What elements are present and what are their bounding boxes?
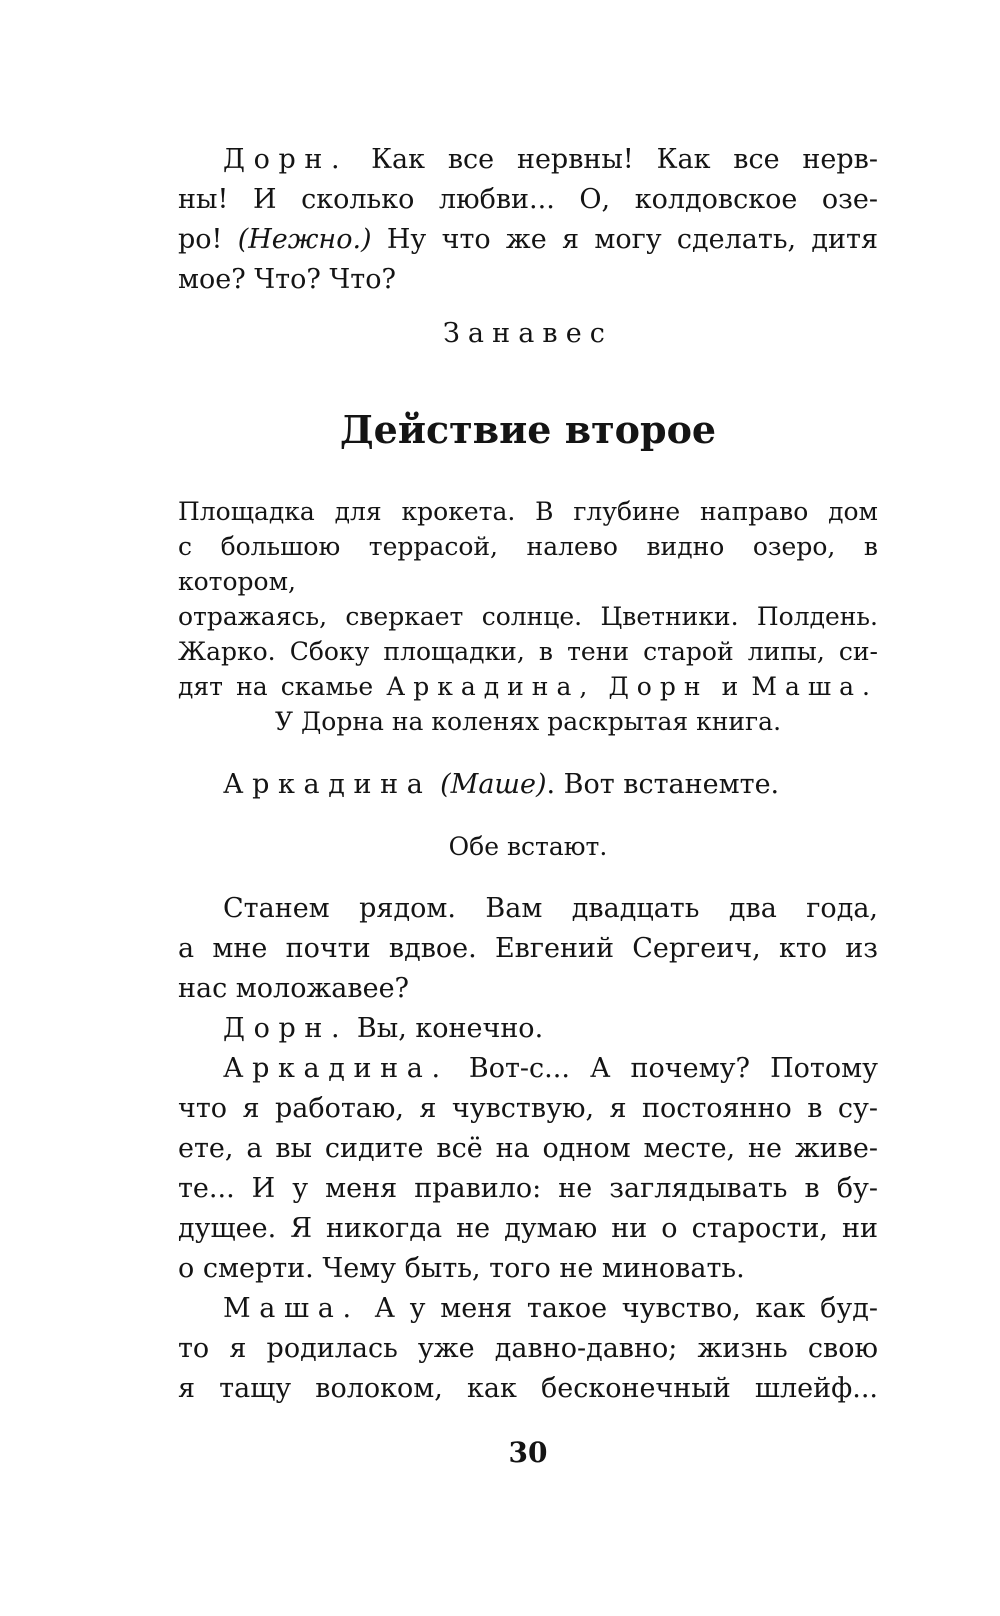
speech-line (178, 1049, 878, 1089)
stage-text: Жарко. Сбоку площадки, в тени старой липы, си- (178, 637, 878, 666)
speech-text: . Вот встанемте. (546, 769, 780, 800)
speaker-name: Маша. (223, 1293, 360, 1324)
speech-line (178, 1369, 878, 1409)
stage-line (178, 634, 878, 669)
stage-text: отражаясь, сверкает солнце. Цветники. Полдень. (178, 602, 878, 631)
stage-line (178, 599, 878, 634)
speech-line (178, 1209, 878, 1249)
speech-text: А у меня такое чувство, как буд- (359, 1293, 878, 1324)
stage-note-text: Обе встают. (448, 832, 608, 861)
stage-text: и (708, 672, 752, 701)
speech-text: ны! И сколько любви... О, колдовское озе- (178, 184, 878, 215)
speech-line (178, 889, 878, 929)
curtain-label (178, 314, 878, 354)
act-heading (178, 404, 878, 456)
speech-text: те... И у меня правило: не заглядывать в бу- (178, 1173, 878, 1204)
stage-line (178, 494, 878, 529)
speech-line (178, 180, 878, 220)
stage-directions (178, 494, 878, 739)
stage-line (178, 704, 878, 739)
speech-text: дущее. Я никогда не думаю ни о старости, ни (178, 1213, 878, 1244)
speech-line (178, 220, 878, 260)
speech-text: я тащу волоком, как бесконечный шлейф... (178, 1373, 878, 1404)
speech-text: Вы, конечно. (348, 1013, 544, 1044)
character-name: Маша. (751, 672, 878, 701)
speech-text: Вот-с... А почему? Потому (448, 1053, 878, 1084)
speech-text: ете, а вы сидите всё на одном месте, не живе- (178, 1133, 878, 1164)
speech-line (178, 1329, 878, 1369)
speaker-name: Аркадина. (223, 1053, 449, 1084)
speaker-name: Дорн. (223, 144, 349, 175)
speech-text (432, 769, 441, 800)
act-heading-text: Действие второе (339, 407, 717, 452)
page-number (178, 1433, 878, 1473)
speech-text: Как все нервны! Как все нерв- (348, 144, 878, 175)
speech-line (178, 969, 878, 1009)
speech-line (178, 1249, 878, 1289)
stage-text: Площадка для крокета. В глубине направо дом (178, 497, 878, 526)
stage-cue-italic: (Нежно.) (237, 224, 372, 255)
stage-text (595, 672, 608, 701)
speech-text: нас моложавее? (178, 973, 410, 1004)
speech-text: Станем рядом. Вам двадцать два года, (223, 893, 878, 924)
speech-line (178, 765, 878, 805)
page-number-text: 30 (508, 1436, 548, 1469)
speech-text: что я работаю, я чувствую, я постоянно в су- (178, 1093, 878, 1124)
character-name: Дорн (608, 672, 709, 701)
speech-line (178, 1169, 878, 1209)
curtain-text: Занавес (442, 318, 613, 349)
stage-text: дят на скамье (178, 672, 387, 701)
speaker-name: Аркадина (223, 769, 432, 800)
text-column (178, 140, 878, 1473)
stage-cue-italic: (Маше) (440, 769, 547, 800)
speech-text: Ну что же я могу сделать, дитя (371, 224, 878, 255)
speech-line (178, 260, 878, 300)
speech-line (178, 1289, 878, 1329)
stage-text: У Дорна на коленях раскрытая книга. (274, 707, 782, 736)
speech-text: то я родилась уже давно-давно; жизнь свою (178, 1333, 878, 1364)
stage-line (178, 529, 878, 599)
speech-line (178, 1009, 878, 1049)
speech-block (178, 889, 878, 1409)
speaker-name: Дорн. (223, 1013, 349, 1044)
speech-text: мое? Что? Что? (178, 264, 396, 295)
stage-text: с большою террасой, налево видно озеро, в котором, (178, 532, 878, 596)
speech-line (178, 140, 878, 180)
speech-line (178, 1089, 878, 1129)
stage-note (178, 827, 878, 867)
character-name: Аркадина, (386, 672, 596, 701)
speech-text: а мне почти вдвое. Евгений Сергеич, кто из (178, 933, 878, 964)
stage-line (178, 669, 878, 704)
speech-line (178, 929, 878, 969)
speech-text: ро! (178, 224, 238, 255)
speech-text: о смерти. Чему быть, того не миновать. (178, 1253, 745, 1284)
speech-line (178, 1129, 878, 1169)
